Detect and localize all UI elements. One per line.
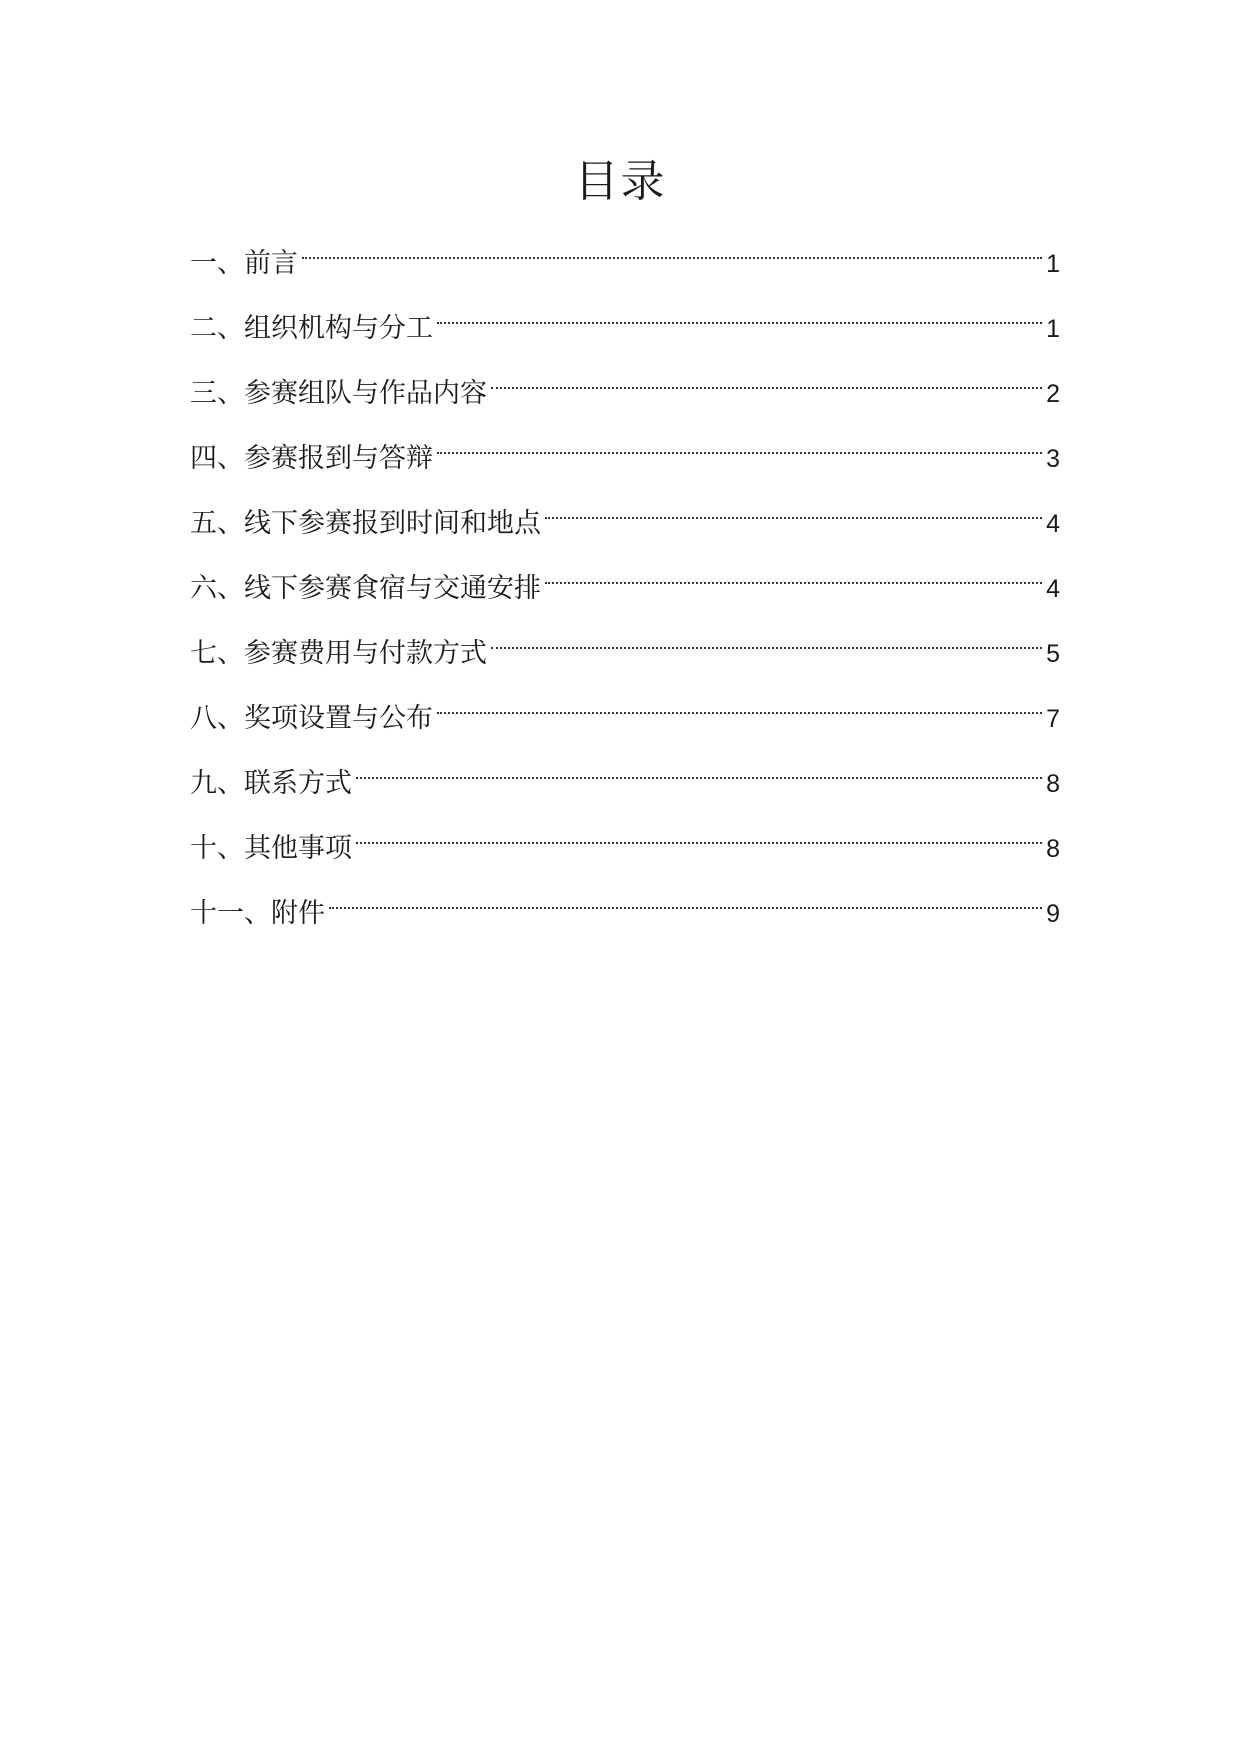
dot-leader [491,614,1042,662]
toc-page-number: 7 [1046,705,1060,733]
toc-entry-label: 一、前言 [190,248,298,279]
dot-leader [545,549,1042,597]
toc-entry-label: 七、参赛费用与付款方式 [190,638,487,669]
toc-entry-awards[interactable] [190,679,1060,744]
toc-page-number: 3 [1046,445,1060,473]
toc-entry-organization[interactable] [190,289,1060,354]
toc-entry-label: 六、线下参赛食宿与交通安排 [190,573,541,604]
toc-page-number: 8 [1046,770,1060,798]
dot-leader [491,354,1042,402]
dot-leader [356,809,1042,857]
toc-entry-label: 九、联系方式 [190,768,352,799]
toc-entry-attachments[interactable] [190,874,1060,939]
toc-title: 目录 [574,156,667,207]
toc-page-number: 1 [1046,315,1060,343]
dot-leader [329,874,1042,922]
toc-entry-contact[interactable] [190,744,1060,809]
dot-leader [437,679,1042,727]
toc-entry-label: 八、奖项设置与公布 [190,703,433,734]
dot-leader [356,744,1042,792]
toc-entry-label: 二、组织机构与分工 [190,313,433,344]
toc-page-number: 9 [1046,900,1060,928]
toc-page-number: 8 [1046,835,1060,863]
toc-page-number: 2 [1046,380,1060,408]
toc-entry-label: 三、参赛组队与作品内容 [190,378,487,409]
toc-page-number: 5 [1046,640,1060,668]
toc-entry-label: 十、其他事项 [190,833,352,864]
toc-entry-label: 四、参赛报到与答辩 [190,443,433,474]
dot-leader [437,419,1042,467]
toc-page-number: 4 [1046,510,1060,538]
table-of-contents [190,224,1060,939]
toc-entry-other-matters[interactable] [190,809,1060,874]
toc-entry-teams-and-works[interactable] [190,354,1060,419]
toc-entry-preface[interactable] [190,224,1060,289]
toc-entry-label: 五、线下参赛报到时间和地点 [190,508,541,539]
toc-entry-fees-payment[interactable] [190,614,1060,679]
toc-entry-lodging-transport[interactable] [190,549,1060,614]
dot-leader [437,289,1042,337]
dot-leader [302,224,1042,272]
dot-leader [545,484,1042,532]
toc-page-number: 1 [1046,250,1060,278]
toc-entry-offline-time-place[interactable] [190,484,1060,549]
toc-entry-label: 十一、附件 [190,898,325,929]
toc-page-number: 4 [1046,575,1060,603]
toc-entry-registration-defense[interactable] [190,419,1060,484]
